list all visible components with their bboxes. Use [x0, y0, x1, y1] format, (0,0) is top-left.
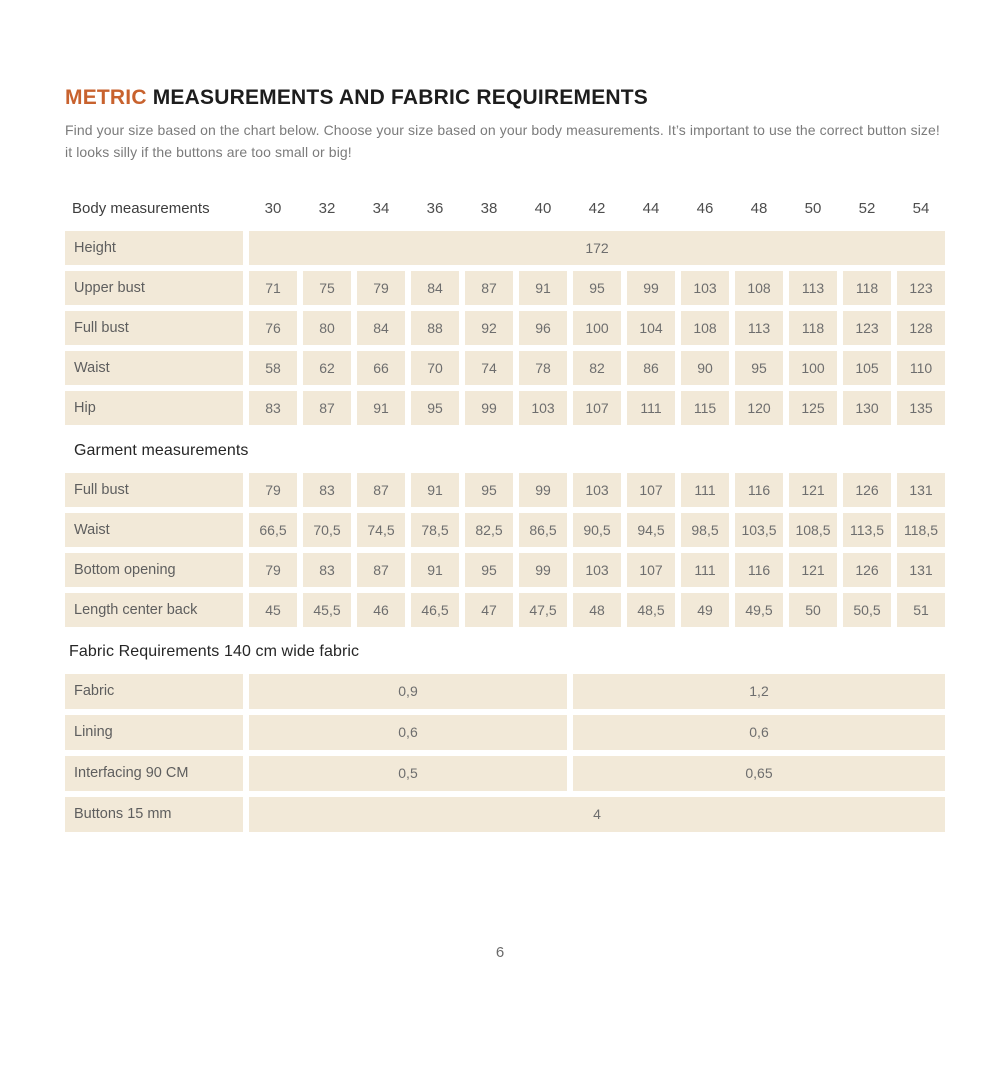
value-cell: 103,5 — [735, 513, 783, 547]
table-row-garment-full-bust — [65, 473, 945, 507]
size-header-cell: 44 — [642, 200, 660, 218]
size-header-cell: 48 — [750, 200, 768, 218]
value-cell: 70,5 — [303, 513, 351, 547]
value-cell: 66 — [357, 351, 405, 385]
value-cell: 103 — [681, 271, 729, 305]
value-cell: 125 — [789, 391, 837, 425]
value-cell: 95 — [573, 271, 621, 305]
value-cell: 91 — [411, 473, 459, 507]
value-cell: 116 — [735, 473, 783, 507]
row-label: Waist — [65, 513, 243, 547]
row-label: Interfacing 90 CM — [65, 756, 243, 791]
value-cell: 123 — [897, 271, 945, 305]
value-cell: 107 — [573, 391, 621, 425]
value-cell: 90,5 — [573, 513, 621, 547]
value-cell: 70 — [411, 351, 459, 385]
value-cell: 48 — [573, 593, 621, 627]
value-cell: 126 — [843, 473, 891, 507]
value-cell: 116 — [735, 553, 783, 587]
value-cell: 74,5 — [357, 513, 405, 547]
value-cell: 135 — [897, 391, 945, 425]
value-cell: 131 — [897, 473, 945, 507]
value-cell: 94,5 — [627, 513, 675, 547]
value-cell: 66,5 — [249, 513, 297, 547]
value-cell: 78 — [519, 351, 567, 385]
value-cell: 107 — [627, 553, 675, 587]
page-content — [65, 86, 945, 832]
value-cell: 118 — [789, 311, 837, 345]
value-cell: 83 — [303, 473, 351, 507]
size-table-header-row — [65, 194, 945, 224]
value-cell: 100 — [789, 351, 837, 385]
row-label: Length center back — [65, 593, 243, 627]
value-cell: 130 — [843, 391, 891, 425]
size-header-cell: 40 — [534, 200, 552, 218]
size-header-cell: 52 — [858, 200, 876, 218]
value-cell-right: 0,6 — [573, 715, 945, 750]
value-cell: 86,5 — [519, 513, 567, 547]
table-row-buttons — [65, 797, 945, 832]
value-cell: 111 — [681, 473, 729, 507]
row-label: Full bust — [65, 311, 243, 345]
value-cell: 91 — [411, 553, 459, 587]
value-cell: 90 — [681, 351, 729, 385]
value-cell: 105 — [843, 351, 891, 385]
value-cell: 80 — [303, 311, 351, 345]
value-cell: 99 — [519, 553, 567, 587]
table-row-length-center-back — [65, 593, 945, 627]
value-cell: 50,5 — [843, 593, 891, 627]
row-label: Hip — [65, 391, 243, 425]
value-cell: 118,5 — [897, 513, 945, 547]
row-label: Full bust — [65, 473, 243, 507]
size-header-cell: 36 — [426, 200, 444, 218]
value-cell: 95 — [735, 351, 783, 385]
value-cell: 79 — [357, 271, 405, 305]
value-cell-span: 4 — [249, 797, 945, 832]
size-header-cell: 50 — [804, 200, 822, 218]
value-cell: 98,5 — [681, 513, 729, 547]
value-cell: 108,5 — [789, 513, 837, 547]
value-cell: 47,5 — [519, 593, 567, 627]
value-cell: 75 — [303, 271, 351, 305]
value-cell: 118 — [843, 271, 891, 305]
value-cell: 47 — [465, 593, 513, 627]
value-cell: 128 — [897, 311, 945, 345]
value-cell: 103 — [573, 553, 621, 587]
value-cell: 111 — [627, 391, 675, 425]
intro-text: Find your size based on the chart below. Choose your size based on your body measurements. It’s important to use the correct button size! it looks silly if the buttons are too small or big! — [65, 122, 940, 161]
value-cell: 100 — [573, 311, 621, 345]
value-cell-left: 0,9 — [249, 674, 567, 709]
value-cell: 113 — [735, 311, 783, 345]
size-header-cell: 42 — [588, 200, 606, 218]
value-cell: 104 — [627, 311, 675, 345]
page-title-rest: MEASUREMENTS AND FABRIC REQUIREMENTS — [146, 86, 649, 109]
size-header-cell: 38 — [480, 200, 498, 218]
value-cell: 71 — [249, 271, 297, 305]
value-cell: 82 — [573, 351, 621, 385]
table-row-fabric — [65, 674, 945, 709]
value-cell: 99 — [627, 271, 675, 305]
table-row-interfacing — [65, 756, 945, 791]
table-row-bottom-opening — [65, 553, 945, 587]
value-cell: 84 — [411, 271, 459, 305]
value-cell: 88 — [411, 311, 459, 345]
size-header-cell: 46 — [696, 200, 714, 218]
value-cell: 99 — [465, 391, 513, 425]
value-cell: 96 — [519, 311, 567, 345]
value-cell: 121 — [789, 553, 837, 587]
value-cell: 108 — [681, 311, 729, 345]
size-header-cell: 34 — [372, 200, 390, 218]
value-cell: 51 — [897, 593, 945, 627]
section-heading-garment: Garment measurements — [74, 441, 249, 459]
value-cell: 111 — [681, 553, 729, 587]
value-cell: 48,5 — [627, 593, 675, 627]
value-cell: 83 — [303, 553, 351, 587]
value-cell: 113 — [789, 271, 837, 305]
page-title-accent: METRIC — [65, 86, 147, 109]
table-row-height — [65, 231, 945, 265]
page-title — [65, 86, 945, 110]
value-cell: 49,5 — [735, 593, 783, 627]
row-label: Upper bust — [65, 271, 243, 305]
value-cell: 76 — [249, 311, 297, 345]
page-number: 6 — [495, 943, 505, 961]
table-row-waist — [65, 351, 945, 385]
table-row-lining — [65, 715, 945, 750]
value-cell: 91 — [519, 271, 567, 305]
value-cell: 113,5 — [843, 513, 891, 547]
value-cell: 103 — [519, 391, 567, 425]
row-label: Lining — [65, 715, 243, 750]
table-row-upper-bust — [65, 271, 945, 305]
value-cell: 84 — [357, 311, 405, 345]
value-cell-left: 0,6 — [249, 715, 567, 750]
value-cell: 95 — [411, 391, 459, 425]
value-cell: 45,5 — [303, 593, 351, 627]
value-cell: 86 — [627, 351, 675, 385]
value-cell: 92 — [465, 311, 513, 345]
size-header-cell: 30 — [264, 200, 282, 218]
table-row-garment-waist — [65, 513, 945, 547]
value-cell: 50 — [789, 593, 837, 627]
value-cell: 82,5 — [465, 513, 513, 547]
value-cell: 123 — [843, 311, 891, 345]
value-cell-left: 0,5 — [249, 756, 567, 791]
value-cell: 58 — [249, 351, 297, 385]
value-cell: 79 — [249, 553, 297, 587]
value-cell: 95 — [465, 553, 513, 587]
row-label: Fabric — [65, 674, 243, 709]
value-cell: 46 — [357, 593, 405, 627]
value-cell: 131 — [897, 553, 945, 587]
value-cell: 46,5 — [411, 593, 459, 627]
value-cell: 78,5 — [411, 513, 459, 547]
table-row-full-bust — [65, 311, 945, 345]
size-header-cell: 54 — [912, 200, 930, 218]
table-row-hip — [65, 391, 945, 425]
value-cell: 87 — [357, 553, 405, 587]
value-cell: 126 — [843, 553, 891, 587]
value-cell: 107 — [627, 473, 675, 507]
value-cell: 87 — [357, 473, 405, 507]
value-cell: 121 — [789, 473, 837, 507]
size-table-header-label: Body measurements — [72, 200, 210, 218]
row-label: Waist — [65, 351, 243, 385]
section-heading-fabric: Fabric Requirements 140 cm wide fabric — [69, 642, 360, 660]
value-cell: 91 — [357, 391, 405, 425]
size-header-cell: 32 — [318, 200, 336, 218]
row-label: Bottom opening — [65, 553, 243, 587]
value-cell: 45 — [249, 593, 297, 627]
value-cell-right: 0,65 — [573, 756, 945, 791]
value-cell: 95 — [465, 473, 513, 507]
value-cell: 110 — [897, 351, 945, 385]
value-cell-right: 1,2 — [573, 674, 945, 709]
value-cell: 74 — [465, 351, 513, 385]
value-cell: 99 — [519, 473, 567, 507]
value-cell: 49 — [681, 593, 729, 627]
value-cell: 79 — [249, 473, 297, 507]
value-cell: 103 — [573, 473, 621, 507]
value-cell: 108 — [735, 271, 783, 305]
value-cell: 83 — [249, 391, 297, 425]
value-cell: 120 — [735, 391, 783, 425]
value-cell: 115 — [681, 391, 729, 425]
value-cell: 87 — [303, 391, 351, 425]
value-cell-span: 172 — [249, 231, 945, 265]
row-label: Height — [65, 231, 243, 265]
row-label: Buttons 15 mm — [65, 797, 243, 832]
value-cell: 87 — [465, 271, 513, 305]
value-cell: 62 — [303, 351, 351, 385]
